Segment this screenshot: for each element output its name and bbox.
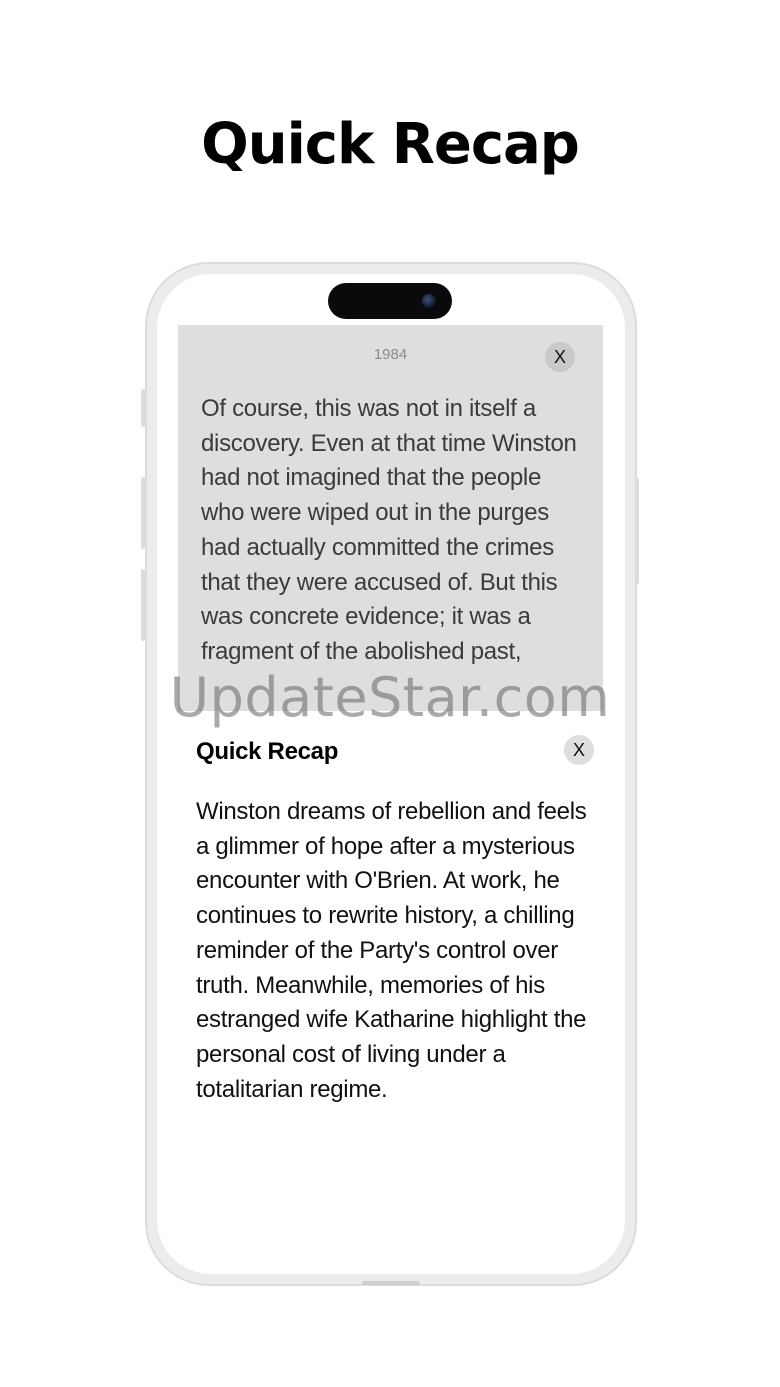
watermark: UpdateStar.com bbox=[169, 666, 611, 729]
recap-summary: Winston dreams of rebellion and feels a glimmer of hope after a mysterious encounter with O'Brien. At work, he continues to rewrite history, a chilling reminder of the Party's control over truth. Meanwhile, memories of his estranged wife Katharine highlight the personal cost of living under a totalitarian regime. bbox=[196, 798, 587, 1103]
recap-title: Quick Recap bbox=[196, 738, 339, 765]
reader-pane bbox=[178, 325, 603, 711]
reader-close-button[interactable]: X bbox=[545, 342, 575, 372]
recap-close-button[interactable]: X bbox=[564, 735, 594, 765]
dynamic-island bbox=[328, 283, 452, 319]
recap-sheet bbox=[178, 711, 603, 1191]
page-headline: Quick Recap bbox=[201, 112, 579, 177]
camera-icon bbox=[422, 294, 436, 308]
book-passage: Of course, this was not in itself a discovery. Even at that time Winston had not imagined that the people who were wiped out in the purges had actually committed the crimes that they were accused of. But this was concrete evidence; it was a fragment of the abolished past, bbox=[201, 395, 577, 665]
home-indicator[interactable] bbox=[362, 1281, 420, 1285]
book-title: 1984 bbox=[373, 346, 408, 363]
